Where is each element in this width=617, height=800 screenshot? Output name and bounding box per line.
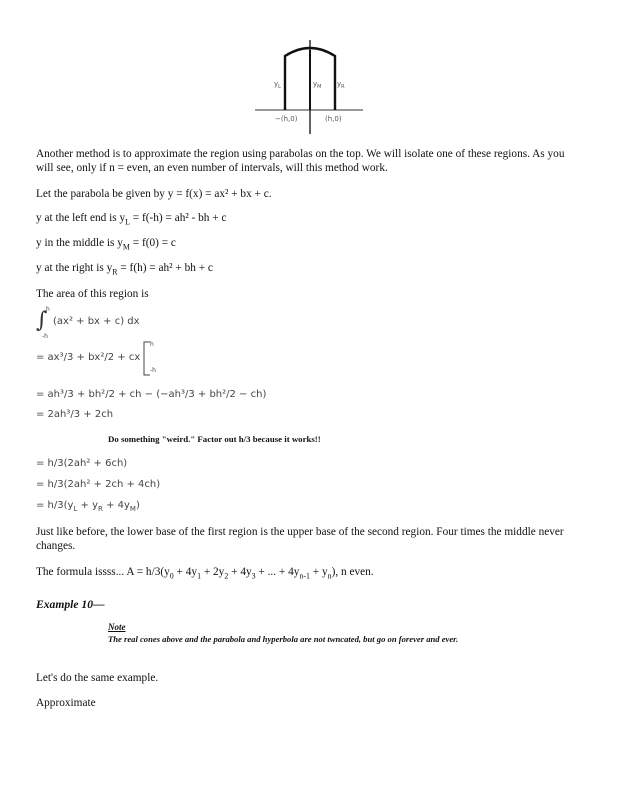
label-neg-h: −(h,0) [275,115,298,123]
middle-line: y in the middle is $y_M = f(0) = c$ [36,237,176,252]
area-intro: The area of this region is [36,288,149,300]
factor-1: = h/3(2ah² + 6ch) [36,458,128,469]
label-yr: $y_R$ [337,80,345,90]
integral-upper: h [46,306,50,313]
integrand: (ax² + bx + c) dx [53,316,140,327]
left-end-line: y at the left end is $y_L = f(-h) = ah^2$ - bh + c [36,212,227,227]
approximate-line: Approximate [36,697,96,709]
lets-do-line: Let's do the same example. [36,672,159,684]
just-like-paragraph: Just like before, the lower base of the first region is the upper base of the second region. Four times the middle never changes. [36,526,564,552]
integral-expression [36,306,236,342]
factor-2: = h/3(2ah² + 2ch + 4ch) [36,479,161,490]
evaluation-1: = ah³/3 + bh²/2 + ch − (−ah³/3 + bh²/2 − ch) [36,389,267,400]
parabola-definition: Let the parabola be given by y = f(x) = ax² + bx + c. [36,188,272,200]
label-pos-h: (h,0) [325,115,342,123]
antiderivative-upper: h [150,341,154,348]
note-heading: Note [108,622,126,632]
antiderivative-lower: -h [150,367,156,374]
label-yl: $y_L$ [274,80,281,90]
note-body: The real cones above and the parabola and hyperbola are not twncated, but go on forever and ever. [108,634,459,644]
simpson-formula: The formula issss... $A = h/3(y_0 + 4y_1 + 2y_2 + 4y_3$ + ... + $4y_{n-1} + y_n$), n even. [36,566,374,581]
factor-3: = $h/3(y_L + y_R + 4y_M)$ [36,500,140,513]
intro-paragraph: Another method is to approximate the region using parabolas on the top. We will isolate one of these regions. As you will see, only if n = even, an even number of intervals, will this method work. [36,148,565,174]
parabola-region-figure [255,40,365,135]
integral-sign: ∫ [36,308,48,333]
factor-note: Do something "weird." Factor out h/3 because it works!! [108,434,321,444]
label-ym: $y_M$ [313,80,322,90]
integral-lower: -h [42,333,48,340]
right-end-line: y at the right is $y_R = f(h) = ah^2$ + bh + c [36,262,213,277]
example-heading: Example 10— [36,598,105,611]
antiderivative: = ax³/3 + bx²/2 + cx [36,352,141,363]
evaluation-2: = 2ah³/3 + 2ch [36,409,114,420]
